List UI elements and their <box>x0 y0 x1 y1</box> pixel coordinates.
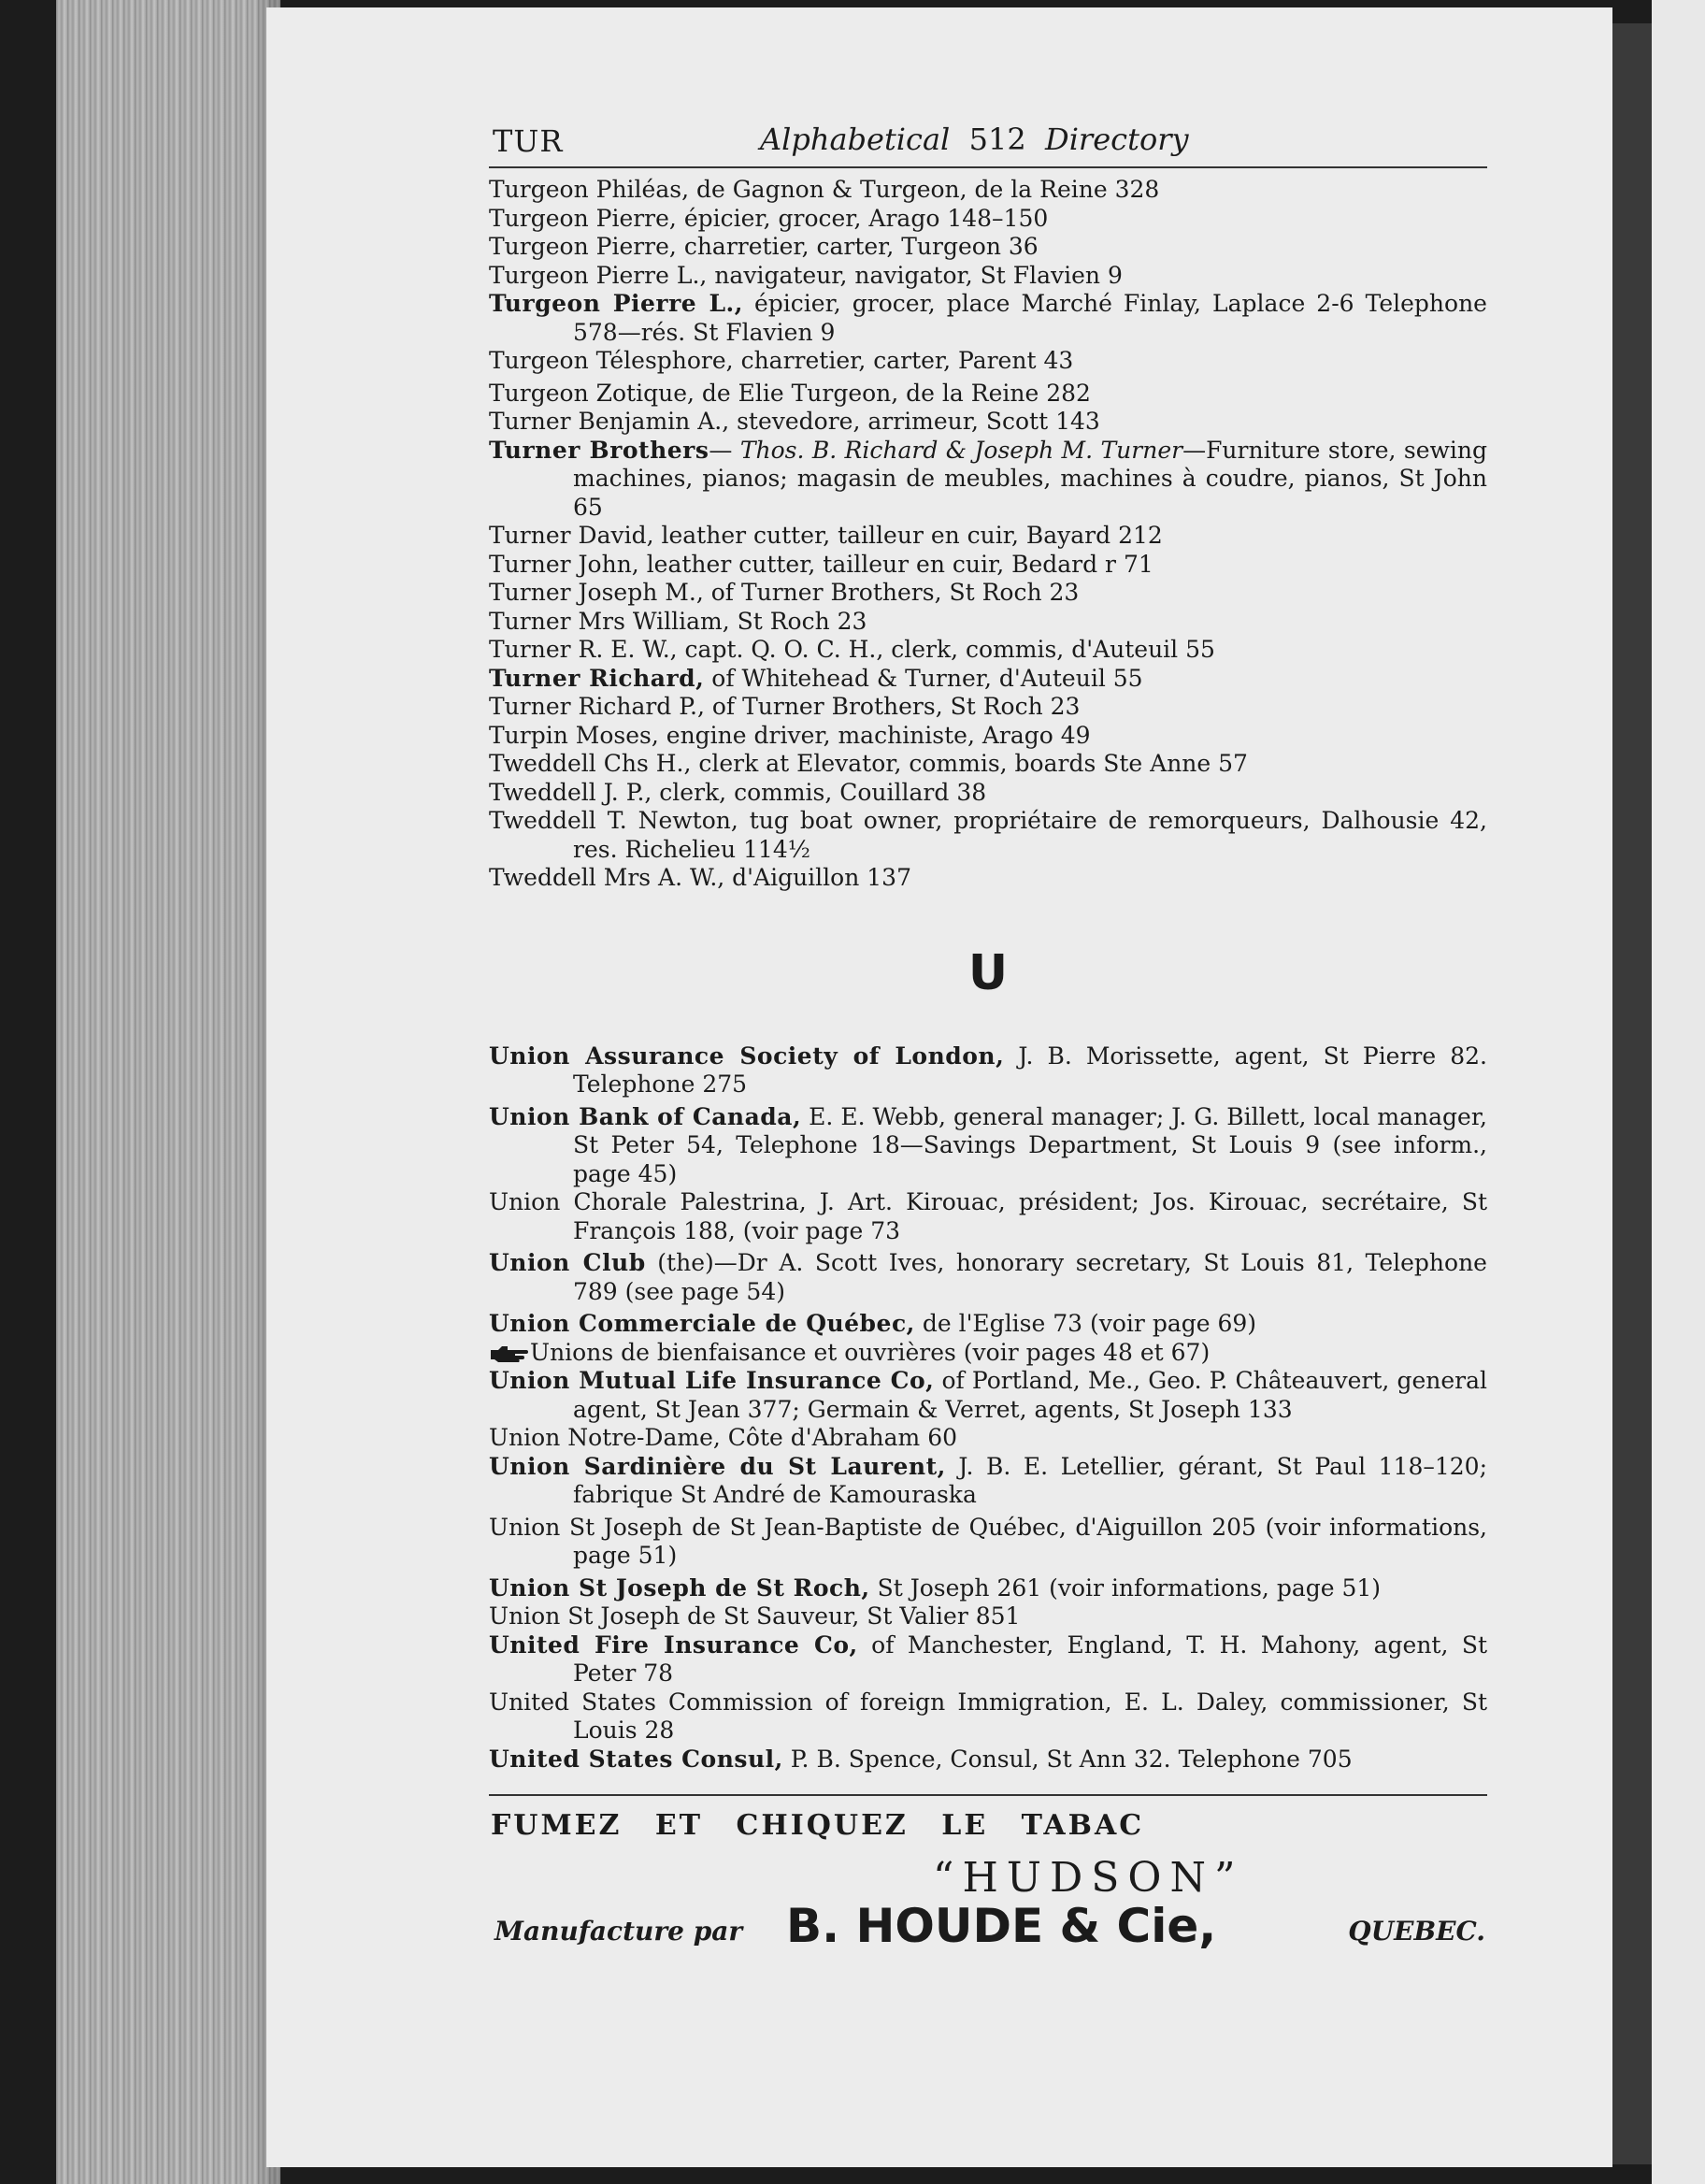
directory-entry <box>489 1453 1487 1510</box>
directory-entry <box>489 608 1487 637</box>
entry-text: Turner Richard P., of Turner Brothers, St Roch 23 <box>489 693 1081 720</box>
directory-entry <box>489 1746 1487 1774</box>
facing-page-shadow <box>1612 23 1652 2164</box>
directory-entry <box>489 1602 1487 1631</box>
entry-dash: — <box>709 436 740 464</box>
entry-text: Tweddell Mrs A. W., d'Aiguillon 137 <box>489 864 911 891</box>
directory-entry <box>489 1249 1487 1306</box>
entry-text: Turgeon Zotique, de Elie Turgeon, de la Reine 282 <box>489 379 1091 407</box>
directory-entry <box>489 347 1487 376</box>
entry-name-bold: United States Consul, <box>489 1745 783 1773</box>
directory-entry <box>489 262 1487 291</box>
entry-text: Unions de bienfaisance et ouvrières (voir pages 48 et 67) <box>530 1338 1211 1366</box>
advert-city: QUEBEC. <box>1348 1916 1485 1947</box>
running-head-title-a: Alphabetical <box>760 122 951 157</box>
entry-name-bold: Union Club <box>489 1249 646 1276</box>
entry-text: Turpin Moses, engine driver, machiniste, Arago 49 <box>489 721 1091 749</box>
pointing-hand-icon <box>489 1344 530 1363</box>
directory-entry <box>489 693 1487 722</box>
advert-brand: “HUDSON” <box>933 1854 1244 1902</box>
entry-text: Turner Joseph M., of Turner Brothers, St Roch 23 <box>489 579 1080 606</box>
entry-details: J. B. E. Letellier, gérant, St Paul 118–120; fabrique St André de Kamouraska <box>573 1452 1487 1508</box>
directory-entry <box>489 205 1487 234</box>
entry-details: E. E. Webb, general manager; J. G. Billett, local manager, St Peter 54, Telephone 18—Savings Department, St Louis 9 (see inform., page 45) <box>573 1102 1487 1187</box>
entry-text: Turgeon Pierre, épicier, grocer, Arago 148–150 <box>489 204 1049 232</box>
page-stack-edge <box>56 0 280 2184</box>
entry-name-bold: Turner Richard, <box>489 664 705 692</box>
running-head-center <box>760 122 1189 157</box>
entry-text: Union St Joseph de St Jean-Baptiste de Québec, d'Aiguillon 205 (voir informations, page 51) <box>489 1513 1487 1569</box>
entry-details: of Portland, Me., Geo. P. Châteauvert, general agent, St Jean 377; Germain & Verret, agents, St Joseph 133 <box>573 1367 1487 1423</box>
entry-details: P. B. Spence, Consul, St Ann 32. Telephone 705 <box>782 1745 1353 1773</box>
entry-text: Turgeon Télesphore, charretier, carter, Parent 43 <box>489 347 1074 374</box>
directory-entry <box>489 1424 1487 1453</box>
directory-entry <box>489 1514 1487 1571</box>
running-head-left: TUR <box>493 123 564 159</box>
section-letter: U <box>967 944 1009 1001</box>
directory-entry <box>489 779 1487 808</box>
entry-text: Union Chorale Palestrina, J. Art. Kirouac, président; Jos. Kirouac, secrétaire, St François 188, (voir page 73 <box>489 1188 1487 1244</box>
directory-entry <box>489 1367 1487 1424</box>
entry-details: of Whitehead & Turner, d'Auteuil 55 <box>704 664 1143 692</box>
entry-name-bold: Union Mutual Life Insurance Co, <box>489 1367 935 1394</box>
directory-entry <box>489 233 1487 262</box>
entry-text: Union St Joseph de St Sauveur, St Valier 851 <box>489 1602 1021 1630</box>
directory-entry <box>489 1339 1487 1368</box>
directory-entry <box>489 1042 1487 1099</box>
entry-details: —Furniture store, sewing machines, pianos; magasin de meubles, machines à coudre, pianos, St John 65 <box>573 436 1487 521</box>
entry-name-bold: Turner Brothers <box>489 436 709 464</box>
directory-entry <box>489 665 1487 694</box>
entry-details: épicier, grocer, place Marché Finlay, Laplace 2-6 Telephone 578—rés. St Flavien 9 <box>573 290 1487 346</box>
running-head-title-b: Directory <box>1045 122 1189 157</box>
tobacco-advertisement <box>489 1796 1487 1953</box>
entries-t-section <box>489 176 1487 893</box>
entry-text: Tweddell Chs H., clerk at Elevator, commis, boards Ste Anne 57 <box>489 750 1248 777</box>
entries-u-section <box>489 1042 1487 1774</box>
entry-details: of Manchester, England, T. H. Mahony, agent, St Peter 78 <box>573 1631 1487 1687</box>
directory-entry <box>489 380 1487 409</box>
directory-entry <box>489 176 1487 205</box>
directory-entry <box>489 551 1487 580</box>
entry-text: Turgeon Pierre L., navigateur, navigator, St Flavien 9 <box>489 261 1123 289</box>
entry-details: (the)—Dr A. Scott Ives, honorary secretary, St Louis 81, Telephone 789 (see page 54) <box>573 1249 1487 1305</box>
directory-entry <box>489 1103 1487 1189</box>
directory-entry <box>489 1688 1487 1746</box>
entry-name-bold: Union Commerciale de Québec, <box>489 1310 915 1337</box>
entry-details: J. B. Morissette, agent, St Pierre 82. Telephone 275 <box>573 1042 1487 1098</box>
entry-name-bold: Union St Joseph de St Roch, <box>489 1573 870 1602</box>
directory-entry <box>489 1574 1487 1603</box>
directory-entry <box>489 807 1487 864</box>
entry-text: Turner John, leather cutter, tailleur en cuir, Bedard r 71 <box>489 550 1153 578</box>
entry-text: Union Notre-Dame, Côte d'Abraham 60 <box>489 1424 958 1451</box>
directory-entry <box>489 1631 1487 1688</box>
advert-line-1: FUMEZ ET CHIQUEZ LE TABAC <box>491 1809 1145 1842</box>
directory-entry <box>489 1188 1487 1245</box>
entry-text: Turner Mrs William, St Roch 23 <box>489 607 867 635</box>
entry-name-bold: Union Sardinière du St Laurent, <box>489 1452 946 1480</box>
directory-entry <box>489 722 1487 751</box>
entry-text: Turgeon Pierre, charretier, carter, Turgeon 36 <box>489 233 1039 260</box>
entry-details: St Joseph 261 (voir informations, page 51) <box>869 1573 1382 1602</box>
entry-name-bold: Union Bank of Canada, <box>489 1102 802 1130</box>
entry-partners: Thos. B. Richard & Joseph M. Turner <box>739 436 1183 464</box>
entry-text: Turgeon Philéas, de Gagnon & Turgeon, de la Reine 328 <box>489 176 1160 203</box>
directory-entry <box>489 1310 1487 1339</box>
directory-entry <box>489 437 1487 523</box>
entry-name-bold: Turgeon Pierre L., <box>489 290 743 317</box>
running-head <box>489 112 1487 168</box>
entry-details: de l'Eglise 73 (voir page 69) <box>914 1310 1257 1337</box>
directory-entry <box>489 522 1487 551</box>
entry-text: Turner Benjamin A., stevedore, arrimeur, Scott 143 <box>489 408 1100 435</box>
entry-text: Tweddell J. P., clerk, commis, Couillard 38 <box>489 778 987 806</box>
advert-made-by: Manufacture par <box>494 1916 743 1947</box>
entry-text: Turner David, leather cutter, tailleur en cuir, Bayard 212 <box>489 522 1163 549</box>
entry-text: Tweddell T. Newton, tug boat owner, propriétaire de remorqueurs, Dalhousie 42, res. Richelieu 114½ <box>489 807 1487 863</box>
entry-name-bold: United Fire Insurance Co, <box>489 1631 858 1659</box>
advert-company: B. HOUDE & Cie, <box>786 1899 1217 1953</box>
directory-entry <box>489 750 1487 779</box>
directory-entry <box>489 636 1487 665</box>
directory-entry <box>489 290 1487 347</box>
page-number: 512 <box>968 122 1026 157</box>
page-content <box>489 112 1487 1953</box>
entry-text: United States Commission of foreign Immigration, E. L. Daley, commissioner, St Louis 28 <box>489 1688 1487 1744</box>
directory-entry <box>489 864 1487 893</box>
entry-text: Turner R. E. W., capt. Q. O. C. H., clerk, commis, d'Auteuil 55 <box>489 636 1215 663</box>
directory-entry <box>489 408 1487 437</box>
directory-entry <box>489 579 1487 608</box>
entry-name-bold: Union Assurance Society of London, <box>489 1042 1005 1070</box>
facing-page-edge <box>1652 0 1705 2184</box>
